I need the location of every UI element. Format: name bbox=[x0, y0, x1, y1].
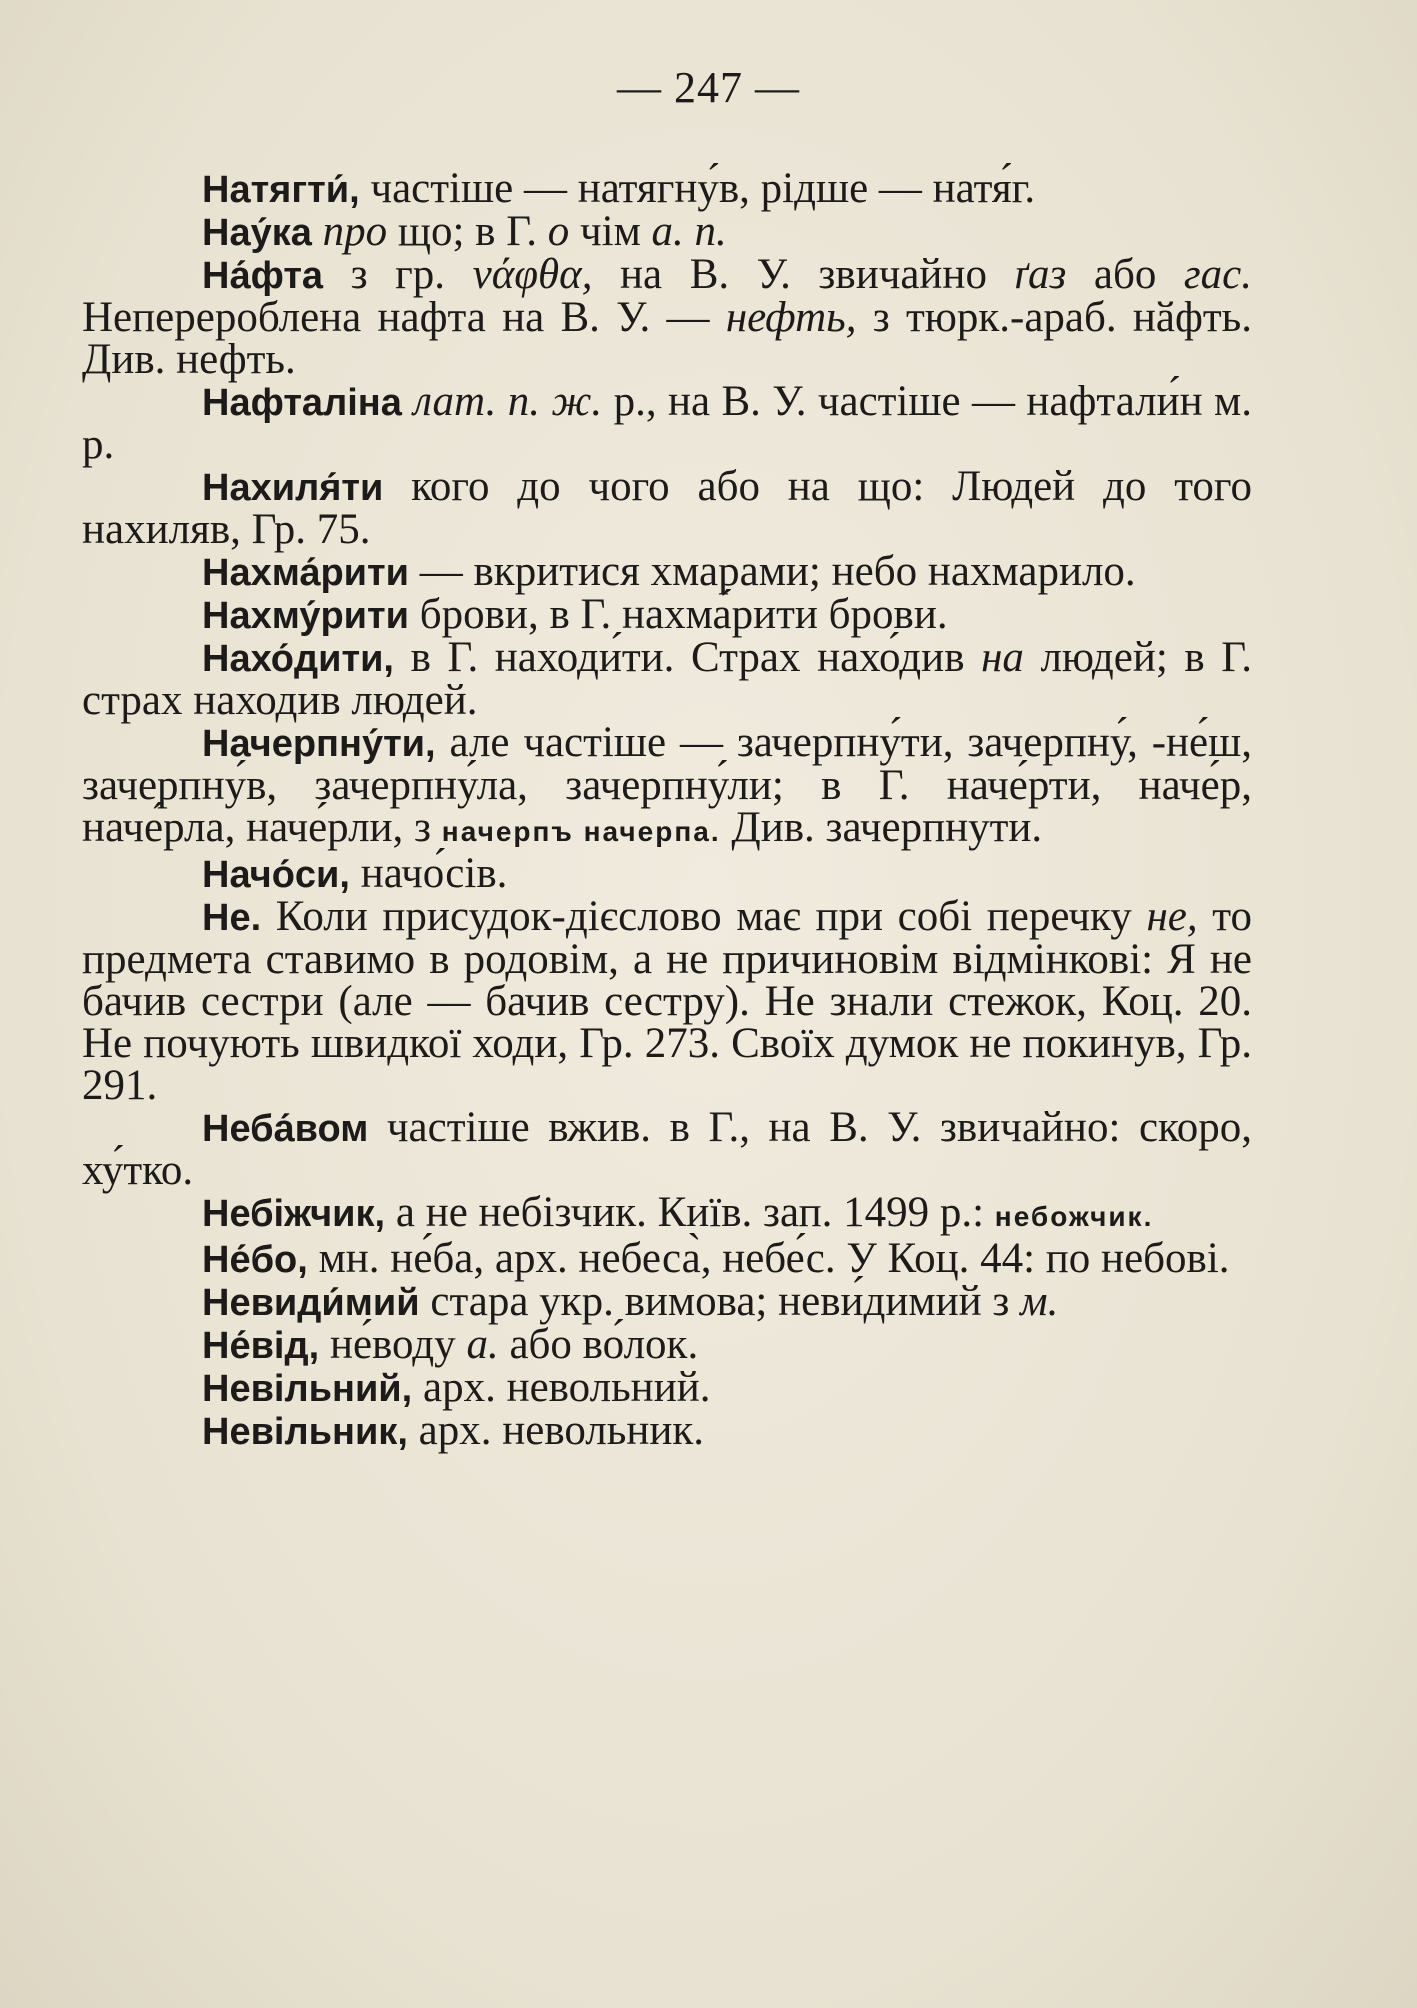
dictionary-entry bbox=[82, 1321, 1252, 1368]
entry-text: Див. зачерпнути. bbox=[720, 804, 1043, 851]
dictionary-entry bbox=[82, 548, 1252, 595]
italic-text: гас. bbox=[1183, 251, 1253, 298]
entry-text: або bbox=[1066, 251, 1184, 298]
headword: Нау́ка bbox=[202, 212, 312, 254]
headword: Нахиля́ти bbox=[202, 467, 384, 509]
italic-text: лат. п. ж. bbox=[413, 378, 603, 425]
italic-text: не, bbox=[1146, 893, 1198, 940]
dictionary-entry bbox=[82, 165, 1252, 212]
dictionary-entry bbox=[82, 378, 1252, 468]
greek-term: νάφθα, bbox=[472, 251, 593, 298]
entry-text: або во́лок. bbox=[498, 1321, 699, 1368]
dictionary-entry bbox=[82, 893, 1253, 1109]
dictionary-entry bbox=[82, 463, 1252, 553]
old-spelling: начерпъ начерпа. bbox=[441, 816, 721, 847]
headword: Нахма́рити bbox=[202, 552, 409, 594]
headword: Неба́вом bbox=[202, 1108, 369, 1150]
entry-text: арх. невольний. bbox=[412, 1364, 711, 1411]
headword: Небіжчик, bbox=[202, 1193, 386, 1235]
headword: Не́бо, bbox=[202, 1239, 308, 1281]
entry-text: з тюрк.-араб. нӑфть. Див. нефть. bbox=[82, 294, 1253, 383]
dictionary-entry bbox=[82, 1364, 1252, 1411]
entry-text: чім bbox=[569, 208, 652, 255]
entry-text: але частіше — зачерпну́ти, зачерпну́, -не́ш, зачерпну́в, зачерпну́ла, зачерпну́ли; в Г. наче́рти, наче́р, наче́рла, наче́рли, з bbox=[82, 719, 1252, 851]
entry-text: в Г. находи́ти. Страх нахо́див bbox=[394, 634, 982, 681]
italic-text: о bbox=[547, 208, 570, 255]
dictionary-entry bbox=[82, 591, 1252, 638]
entry-text: що; в Г. bbox=[387, 208, 548, 255]
headword: Не. bbox=[202, 897, 262, 939]
headword: Нафталіна bbox=[202, 382, 402, 424]
entry-text: кого до чого або на що: Людей до того нахиляв, Гр. 75. bbox=[82, 463, 1252, 553]
entry-text: частіше вжив. в Г., на В. У. звичайно: скоро, ху́тко. bbox=[82, 1104, 1252, 1194]
entry-text: а не небізчик. Київ. зап. 1499 р.: bbox=[385, 1189, 995, 1236]
dictionary-entry bbox=[82, 1104, 1252, 1194]
dictionary-entry bbox=[82, 719, 1252, 853]
entry-text: Коли присудок-дієслово має при собі перечку bbox=[261, 893, 1147, 940]
headword: Невиди́мий bbox=[202, 1282, 420, 1324]
headword: Натягти́, bbox=[202, 169, 360, 211]
page-number: — 247 — bbox=[617, 63, 800, 112]
headword: Невільний, bbox=[202, 1368, 413, 1410]
entry-text: на В. У. звичайно bbox=[592, 251, 1015, 298]
dictionary-entries bbox=[82, 165, 1253, 1454]
old-spelling: небожчик. bbox=[994, 1201, 1154, 1232]
entry-text: арх. невольник. bbox=[407, 1407, 704, 1454]
entry-text: людей; в Г. страх находив людей. bbox=[82, 634, 1252, 724]
entry-text: мн. не́ба, арх. небеса̀, небе́с. У Коц. 44: по небові. bbox=[307, 1235, 1230, 1282]
entry-text: Неперероблена нафта на В. У. — bbox=[82, 294, 726, 341]
entry-text: начо́сів. bbox=[349, 850, 508, 897]
dictionary-entry bbox=[82, 1278, 1252, 1325]
italic-text: ґаз bbox=[1014, 251, 1067, 298]
headword: Невільник, bbox=[202, 1411, 408, 1453]
italic-text: про bbox=[322, 208, 388, 255]
entry-text: то предмета ставимо в родовім, а не причиновім відмінкові: Я не бачив сестри (але — бачив сестру). Не знали стежок, Коц. 20. Не почують швидкої ходи, Гр. 273. Своїх думок не покинув, Гр. 291. bbox=[82, 893, 1253, 1109]
headword: Начо́си, bbox=[202, 854, 350, 896]
entry-text: р., на В. У. частіше — нафтали́н м. р. bbox=[82, 378, 1252, 468]
entry-text: — вкритися хмарами; небо нахмарило. bbox=[409, 548, 1136, 595]
entry-text: стара укр. вимова; неви́димий з bbox=[419, 1278, 1021, 1325]
italic-text: на bbox=[981, 634, 1024, 681]
headword: Начерпну́ти, bbox=[202, 723, 436, 765]
headword: Не́від, bbox=[202, 1325, 320, 1367]
italic-text: а. bbox=[466, 1321, 499, 1368]
dictionary-entry bbox=[82, 208, 1252, 255]
italic-text: нефть, bbox=[725, 294, 857, 341]
headword: Нахо́дити, bbox=[202, 638, 394, 680]
dictionary-entry bbox=[82, 1235, 1252, 1282]
dictionary-entry bbox=[82, 850, 1252, 897]
headword: Нахму́рити bbox=[202, 595, 409, 637]
entry-text: не́воду bbox=[319, 1321, 467, 1368]
dictionary-entry bbox=[82, 634, 1252, 724]
italic-text: м. bbox=[1020, 1278, 1059, 1325]
entry-text: брови, в Г. нахма́рити брови. bbox=[409, 591, 948, 638]
dictionary-entry bbox=[82, 251, 1253, 383]
dictionary-entry bbox=[82, 1189, 1252, 1238]
dictionary-entry bbox=[82, 1407, 1252, 1454]
entry-text: з гр. bbox=[323, 251, 473, 298]
entry-text: частіше — натягну́в, рідше — натя́г. bbox=[359, 165, 1036, 212]
headword: На́фта bbox=[202, 255, 324, 297]
italic-text: а. п. bbox=[651, 208, 727, 255]
